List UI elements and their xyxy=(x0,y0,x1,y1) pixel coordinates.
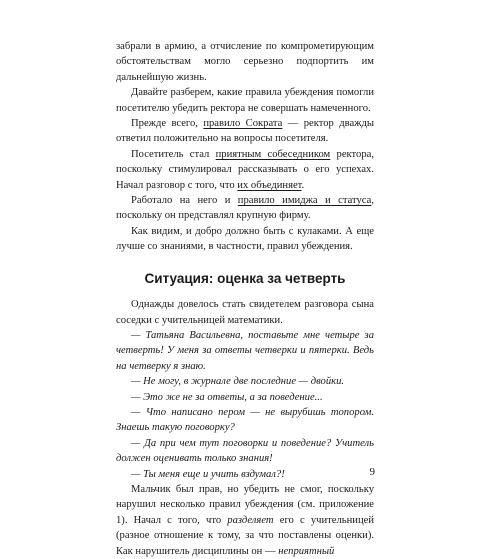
text-column xyxy=(116,39,374,559)
dialogue-line: — Ты меня еще и учить вздумал?! xyxy=(131,468,285,480)
text-run: . xyxy=(301,179,305,191)
text-run: его с учительницей (разное отношение к тому, за что поставлены оценки). Как нарушитель дисциплины он — xyxy=(116,514,374,557)
dialogue-line: — Это же не за ответы, а за поведение... xyxy=(131,391,323,403)
paragraph-socrates-rule xyxy=(116,116,374,147)
dialogue-line: — Что написано пером — не вырубишь топором. Знаешь такую поговорку? xyxy=(116,406,374,434)
text-run: Мальчик был прав, но убедить не смог, поскольку нарушил несколько правил убеждения (см. приложение 1). Начал с того, что xyxy=(116,483,374,526)
rule-reference-socrates: правило Сократа xyxy=(203,118,283,130)
text-run: Посетитель стал xyxy=(131,148,216,160)
rule-reference-pleasant: приятным собеседником xyxy=(215,148,331,160)
dialogue-line: — Не могу, в журнале две последние — двойки. xyxy=(131,376,345,388)
paragraph: Как видим, и добро должно быть с кулаками. А еще лучше со знаниями, в частности, правил убеждения. xyxy=(116,225,374,253)
emphasis: неприятный xyxy=(278,545,335,557)
text-run: Прежде всего, xyxy=(131,118,204,130)
paragraph: Давайте разберем, какие правила убеждения помогли посетителю убедить ректора не совершать намеченного. xyxy=(116,87,374,114)
section-heading: Ситуация: оценка за четверть xyxy=(144,270,346,286)
paragraph-pleasant-companion xyxy=(116,147,374,193)
text-run: — ректор дважды ответил положительно на вопросы посетителя. xyxy=(116,118,374,145)
paragraph-continued: забрали в армию, а отчисление по компрометирующим обстоятельствам могло серьезно подпортить им дальнейшую жизнь. xyxy=(116,41,374,83)
paragraph: Однажды довелось стать свидетелем разговора сына соседки с учительницей математики. xyxy=(116,299,374,326)
text-run: ректора, поскольку стимулировал рассказывать о его успехах. Начал разговор с того, что xyxy=(116,148,374,191)
text-run: Работало на него и xyxy=(131,195,238,207)
paragraph-analysis xyxy=(116,482,374,559)
rule-reference-unites: их объединяет xyxy=(237,179,302,191)
rule-reference-image-status: правило имиджа и статуса xyxy=(237,195,372,207)
text-run: , поскольку он представлял крупную фирму. xyxy=(116,195,374,222)
paragraph-image-status xyxy=(116,193,374,224)
emphasis: разделяет xyxy=(227,514,274,526)
page-number: 9 xyxy=(369,466,375,478)
dialogue-line: — Татьяна Васильевна, поставьте мне четыре за четверть! У меня за ответы четверки и пятерки. Ведь на четверку я знаю. xyxy=(116,329,374,372)
dialogue-line: — Да при чем тут поговорки и поведение? Учитель должен оценивать только знания! xyxy=(116,437,374,465)
